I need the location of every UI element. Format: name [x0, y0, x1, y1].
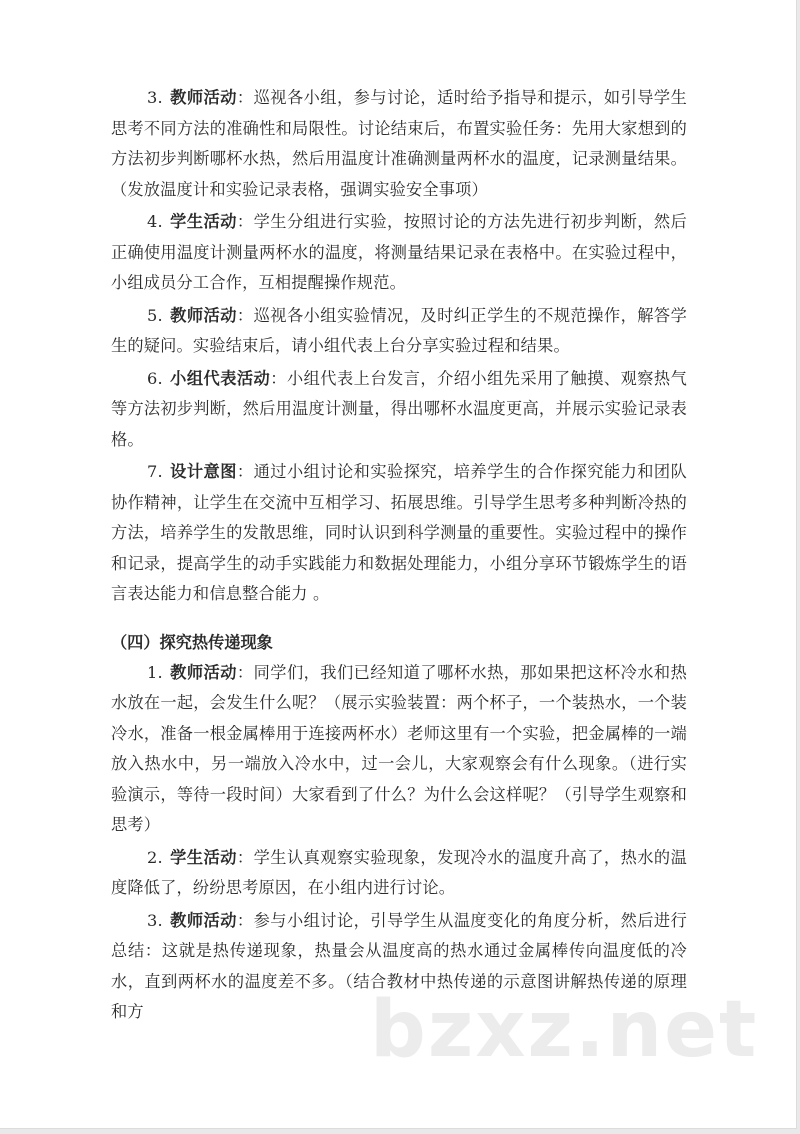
- item-text: 小组代表上台发言，介绍小组先采用了触摸、观察热气等方法初步判断，然后用温度计测量，得出哪杯水温度更高，并展示实验记录表格。: [111, 368, 687, 449]
- watermark: bzxz.net: [370, 985, 759, 1075]
- label-separator: ：: [236, 847, 254, 867]
- item-text: 巡视各小组，参与讨论，适时给予指导和提示，如引导学生思考不同方法的准确性和局限性。讨论结束后，布置实验任务：先用大家想到的方法初步判断哪杯水热，然后用温度计准确测量两杯水的温度，记录测量结果。（发放温度计和实验记录表格，强调实验安全事项）: [111, 88, 687, 199]
- paragraph-student-activity-2: [111, 843, 687, 904]
- item-label: 教师活动: [169, 910, 237, 930]
- item-label: 学生活动: [169, 847, 237, 867]
- paragraph-design-intent-7: [111, 457, 687, 610]
- paragraph-teacher-activity-5: [111, 301, 687, 362]
- item-number: 4.: [147, 212, 163, 231]
- item-number: 5.: [147, 305, 163, 325]
- section-heading: （四）探究热传递现象: [111, 632, 273, 652]
- item-label: 教师活动: [169, 662, 237, 682]
- paragraph-group-rep-activity-6: [111, 364, 687, 456]
- item-label: 教师活动: [169, 305, 237, 325]
- item-text: 巡视各小组实验情况，及时纠正学生的不规范操作，解答学生的疑问。实验结束后，请小组代表上台分享实验过程和结果。: [111, 305, 687, 355]
- label-separator: ：: [270, 368, 287, 388]
- item-number: 3.: [147, 910, 163, 930]
- item-number: 3.: [147, 88, 163, 107]
- item-text: 参与小组讨论，引导学生从温度变化的角度分析，然后进行总结：这就是热传递现象，热量会从温度高的热水通过金属棒传向温度低的冷水，直到两杯水的温度差不多。（结合教材中热传递的示意图讲解热传递的原理和方: [111, 910, 687, 1021]
- item-label: 教师活动: [169, 88, 237, 107]
- item-label: 学生活动: [169, 212, 237, 231]
- item-label: 小组代表活动: [169, 368, 271, 388]
- item-number: 1.: [147, 662, 163, 682]
- label-separator: ：: [236, 662, 254, 682]
- item-text: 通过小组讨论和实验探究，培养学生的合作探究能力和团队协作精神，让学生在交流中互相学习、拓展思维。引导学生思考多种判断冷热的方法，培养学生的发散思维，同时认识到科学测量的重要性。实验过程中的操作和记录，提高学生的动手实践能力和数据处理能力，小组分享环节锻炼学生的语言表达能力和信息整合能力 。: [111, 462, 687, 603]
- paragraph-teacher-activity-3b: [111, 906, 687, 1028]
- paragraph-teacher-activity-3: [111, 83, 687, 205]
- item-text: 学生认真观察实验现象，发现冷水的温度升高了，热水的温度降低了，纷纷思考原因，在小组内进行讨论。: [111, 847, 687, 897]
- label-separator: ：: [236, 88, 254, 107]
- label-separator: ：: [236, 212, 254, 231]
- paragraph-teacher-activity-1: [111, 658, 687, 841]
- item-text: 同学们，我们已经知道了哪杯水热，那如果把这杯冷水和热水放在一起，会发生什么呢？（展示实验装置：两个杯子，一个装热水，一个装冷水，准备一根金属棒用于连接两杯水）老师这里有一个实验，把金属棒的一端放入热水中，另一端放入冷水中，过一会儿，大家观察会有什么现象。（进行实验演示，等待一段时间）大家看到了什么？为什么会这样呢？（引导学生观察和思考）: [111, 662, 687, 834]
- item-number: 6.: [147, 368, 163, 388]
- item-text: 学生分组进行实验，按照讨论的方法先进行初步判断，然后正确使用温度计测量两杯水的温度，将测量结果记录在表格中。在实验过程中，小组成员分工合作，互相提醒操作规范。: [111, 212, 687, 292]
- item-number: 7.: [147, 462, 163, 481]
- item-label: 设计意图: [169, 462, 237, 481]
- label-separator: ：: [236, 305, 254, 325]
- label-separator: ：: [236, 462, 254, 481]
- label-separator: ：: [236, 910, 254, 930]
- item-number: 2.: [147, 847, 163, 867]
- paragraph-student-activity-4: [111, 207, 687, 299]
- document-body: [111, 83, 687, 1028]
